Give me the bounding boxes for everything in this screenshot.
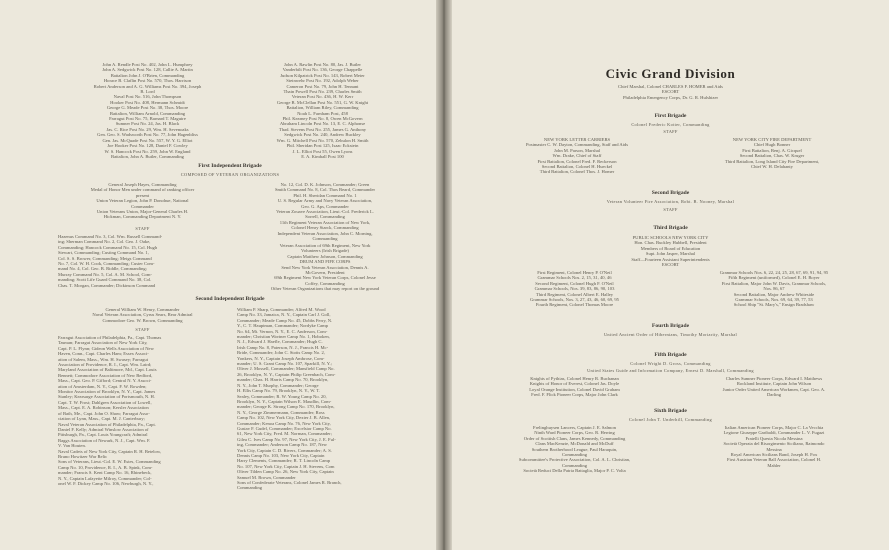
sixth-brigade-right-column <box>674 425 874 468</box>
text-line: Commander; Kenoa Camp No. 76, New York City, <box>237 420 331 426</box>
text-line: Camp No. 33, Jamaica, N. Y., Captain Carl J. Goll, <box>237 312 331 318</box>
chief-marshal-block <box>452 84 889 100</box>
text-line: Thad. Stevens Post No. 255, James G. Anthony <box>278 126 367 132</box>
text-line: Third Battalion, Long Island City Fire Department, <box>724 158 820 164</box>
text-line: Nos. 86, 67 <box>763 286 785 292</box>
text-line: Y., C. T. Hauptman, Commander; Nordyke Camp <box>237 323 328 329</box>
text-line: Frelinghuysen Lancers, Captain J. E. Salmon <box>533 425 616 430</box>
text-line: onel W. F. Dickey Camp No. 106, Newburgh, N. Y., <box>58 480 154 486</box>
second-independent-brigade-heading: Second Independent Brigade <box>195 296 265 302</box>
text-line: Commander <box>131 203 154 209</box>
text-line: Chief Marshal, Colonel CHARLES F. HOMER and Aids <box>618 84 723 89</box>
text-line: Bruno Howitzer War Relic <box>58 453 108 459</box>
text-line: Commodore Geo. W. Brown, Commanding <box>102 317 183 323</box>
text-line: Staff—Fourteen Assistant Superintendents <box>631 256 710 262</box>
text-line: School Ship "St. Mary's," Ensign Bradshaw <box>733 302 815 308</box>
text-line: Bride, Commander; John C. Stotts Camp No. 2, <box>237 350 325 356</box>
text-line: ESCORT <box>661 89 680 95</box>
text-line: Abraham Lincoln Post No. 13, E. C. Alphonse <box>279 121 366 127</box>
text-line: Supt. John Jasper, Marshal <box>645 251 696 257</box>
text-line: Other Veteran Organizations that may report on the ground <box>270 286 380 292</box>
text-line: John M. Parson, Marshal <box>553 147 601 153</box>
text-line: Loyal Orange Institution, Colonel David Graham <box>529 386 620 392</box>
posts-list-right <box>235 62 410 159</box>
text-line: ation of Amsterdam, N. Y., Capt. F. W. Rowden; <box>58 383 147 389</box>
text-line: Smith Command No. 8, Col. Thos Beard, Commander <box>274 187 376 193</box>
text-line: Bennett; Commodore Association of New Bedford, <box>58 372 153 378</box>
text-line: Commanding <box>312 236 338 242</box>
text-line: Chas. T. Morgan, Commander; Dickinson Command <box>58 282 156 288</box>
text-line: Commanding; Hancock Command No. 15, Col. Hugh <box>58 244 158 250</box>
text-line: N. Y., Captain Lafayette Milroy, Commander; Col- <box>58 475 152 481</box>
text-line: B. Lord <box>140 89 155 95</box>
text-line: Oliver Tilden Camp No. 26, New York City, Captain <box>237 469 334 475</box>
text-line: U. S. Regular Army and Navy Veteran Association, <box>277 198 373 204</box>
text-line: Second Battalion, Major Andrew Whiteside <box>733 291 815 297</box>
text-line: Daniel F. Kelly; Admiral Winslow Association of <box>58 426 149 432</box>
text-line: Mahler <box>767 462 781 468</box>
text-line: Col. S. S. Brower, Commanding; Meigs Command <box>58 255 152 261</box>
text-line: ing; Sherman Command No. 2, Col. Geo. J. Oake, <box>58 239 151 245</box>
text-line: Phil. H. Sheridan Command No. 1 <box>293 192 357 198</box>
text-line: Veteran Zouave Association, Lieut.-Col. Frederick L. <box>276 209 374 215</box>
text-line: Farragut Post No. 75, Barnard T. Maguire <box>109 116 186 122</box>
third-brigade-heading: Third Brigade <box>653 225 688 231</box>
text-line: Charles Sumner Pioneer Corps, Edward I. Matthews <box>725 376 823 381</box>
text-line: mander; George K. Strong Camp No. 170, Brooklyn, <box>237 404 335 410</box>
text-line: Oliver J. Mossell, Commander; Mansfield Camp No. <box>237 366 335 372</box>
first-independent-brigade-heading: First Independent Brigade <box>198 163 262 169</box>
first-brigade-staff-left <box>58 234 233 288</box>
book-gutter <box>436 0 452 550</box>
first-brigade-staff-label: STAFF <box>663 129 678 134</box>
sixth-brigade-commander: Colonel John T. Underhill, Commanding <box>629 417 712 422</box>
text-line: Battalion, William Riley, Commanding <box>286 105 359 111</box>
text-line: General William W. Henry, Commander <box>105 307 180 312</box>
text-line: Battalion John J. O'Brien, Commanding <box>110 72 185 78</box>
text-line: Darling <box>766 392 782 398</box>
first-brigade-commander: Colonel Frederic Kotter, Commanding <box>631 122 710 127</box>
text-line: Veteran Association of 69th Regiment, New York <box>279 243 371 248</box>
text-line: Fratelli Questa Nicola Messina <box>745 435 803 441</box>
left-page <box>0 0 436 550</box>
text-line: Pittsburgh, Pa., Capt. Louis Youngcraft; Admiral <box>58 432 148 438</box>
text-line: Tasman; Farragut Association of New York City, <box>58 340 148 346</box>
text-line: Colonel Henry Starck, Commanding <box>291 225 359 231</box>
sixth-brigade-heading: Sixth Brigade <box>654 408 687 414</box>
text-line: Order of Scottish Clans, James Kennedy, Commanding <box>523 435 626 441</box>
text-line: Robert Anderson and A. G. Williams Post No. 394, Joseph <box>93 83 202 89</box>
text-line: Naval Cadets of New York City, Captain R. H. Betelow, <box>58 448 162 454</box>
text-line: Philadelphia Emergency Corps, Dr. G. R. Hulshizer <box>622 94 719 100</box>
text-line: V. Van Houten. <box>58 443 86 449</box>
text-line: Gen. Geo. S. Wadsworth Post No. 77, John Hagenbliss <box>97 132 198 138</box>
text-line: Haven, Conn., Capt. Charles Ham; Essex Associ- <box>58 351 149 357</box>
fifth-brigade-guide-company: United States Guide and Information Company, Ernest D. Marshall, Commanding <box>587 368 754 373</box>
first-brigade-right-column <box>235 182 415 241</box>
second-brigade-staff-label: STAFF <box>135 327 150 332</box>
text-line: Gustav F. Gudel, Commander; Excelsior Camp No. <box>237 425 332 431</box>
text-line: Yonkers, N. Y., Captain Joseph Ambrose, Com- <box>237 355 325 361</box>
text-line: Commanding <box>561 462 587 468</box>
text-line: Legione Giuseppe Garibaldi, Commander L. V. Fugazi <box>723 430 825 436</box>
first-brigade-staff-label: STAFF <box>135 226 150 231</box>
text-line: Stanley; Kearsarge Association of Portsmouth, N. H. <box>58 394 156 400</box>
text-line: Brooklyn, N. Y., Captain Wilson E. Maudlin, Com- <box>237 398 332 404</box>
text-line: Chief W. H. Delahanty <box>751 164 793 170</box>
text-line: Commander; Meade Camp No. 45, Dobbs Ferry, N. <box>237 317 333 323</box>
text-line: Union Veterans Union, Major-General Charles H. <box>96 209 189 215</box>
text-line: Junior Order United American Workmen, Capt. Geo. A. <box>722 386 826 392</box>
text-line: Captain Matthew Johnson, Commanding <box>287 253 363 259</box>
text-line: Members of Board of Education <box>640 245 701 251</box>
second-brigade-staff-left <box>58 335 233 486</box>
text-line: Cameron Post No. 79, John H. Tennant <box>286 83 359 89</box>
text-line: N. Y., John T. Murphy, Commander; George <box>237 382 319 388</box>
text-line: NEW YORK CITY FIRE DEPARTMENT <box>732 137 812 142</box>
text-line: Grammar Schools Nos. 6, 22, 24, 25, 28, 67, 69, 91, 94, 95 <box>719 270 829 275</box>
letter-carriers-column <box>482 137 672 175</box>
text-line: Monitor Association of Brooklyn, N. Y., Capt. James <box>58 389 156 395</box>
text-line: Noah L. Farnham Post, 458 <box>297 110 348 116</box>
text-line: mander; Chas. H. Harris Camp No. 70, Brooklyn, <box>237 377 329 383</box>
text-line: Sedgwick Post No. 240, Andrew Buckley <box>284 132 361 138</box>
text-line: Joe Hooker Post No. 128, Daniel F. Cowley <box>107 143 188 149</box>
text-line: York City, Captain C. D. Rivers, Commander; A. S. <box>237 447 332 453</box>
text-line: John A. Sedgwick Post No. 128, Callie A. Martin <box>102 67 193 73</box>
text-line: Clans MacKenzie, McDonald and McDuff <box>535 441 614 447</box>
second-brigade-staff-label: STAFF <box>663 207 678 212</box>
right-page <box>452 0 889 550</box>
text-line: Hooker Post No. 408, Hermann Schmidt <box>110 99 185 105</box>
text-line: Veteran Post No. 436, H. W. Kerr <box>291 94 354 100</box>
text-line: Union Veteran Legion, John P. Donohue, National <box>96 198 189 204</box>
fifth-brigade-commander: Colonel Wright D. Gross, Commanding <box>630 361 711 366</box>
public-schools-block <box>452 235 889 267</box>
text-line: of Bath, Me., Capt. John O. Shaw; Farragut Asso- <box>58 410 150 416</box>
text-line: Sumner Post No. 24, Jas. H. Black <box>115 121 180 127</box>
text-line: Association of Providence, R. I., Capt. Wm. Laird; <box>58 362 152 368</box>
text-line: Chief Hugh Bonner <box>753 142 791 148</box>
second-brigade-left-column <box>55 307 230 323</box>
text-line: First Battalion, Benj. A. Gicquel <box>742 147 802 153</box>
third-brigade-left-column <box>477 270 672 308</box>
text-line: Vanderbilt Post No. 136, George Chappelle <box>282 67 363 73</box>
text-line: Gen. Jas. McQuade Post No. 557, W. Y. G. Elliot <box>102 137 193 143</box>
text-line: Commanding <box>561 452 587 458</box>
first-brigade-heading: First Brigade <box>654 113 687 119</box>
text-line: Dennis Camp No. 103, New York City, Captain <box>237 452 325 458</box>
text-line: ing, Commander; Anderson Camp No. 187, New <box>237 442 327 448</box>
text-line: Third Battalion, Colonel Thos. J. Homer <box>539 169 615 175</box>
text-line: William P. Sharp, Commander; Alfred M. Wood <box>237 307 326 312</box>
text-line: Grammar Schools Nos. 2, 15, 31, 40, 46 <box>537 275 612 281</box>
text-line: Maryland Association of Baltimore, Md., Capt. Louis <box>58 367 157 373</box>
text-line: mander; U. S. Grant Camp No. 107, Sparkill, N. Y.; <box>237 361 332 367</box>
text-line: First Regiment, Colonel Henry P. O'Neil <box>537 270 612 275</box>
text-line: J. L. Elliot Post 55, Owen Lyons <box>292 148 353 154</box>
text-line: First Battalion, Major John W. Davis, Grammar Schools, <box>721 280 827 286</box>
fifth-brigade-left-column <box>477 376 672 398</box>
text-line: DRUM AND FIFE CORPS <box>299 259 351 265</box>
text-line: mander; Christian Wortner Camp No. 1, Hoboken, <box>237 334 330 340</box>
text-line: Naval Post No. 516, John Thompson <box>113 94 182 100</box>
text-line: Baggs Association of Newark, N. J., Capt. Wm. F. <box>58 437 151 443</box>
text-line: Capt. P. L. Flynn; Gideon Wells Association of New <box>58 345 154 351</box>
text-line: Second Battalion, Chas. W. Kruger <box>739 153 805 159</box>
text-line: Grammar Schools, Nos. 39, 83, 86, 90, 103 <box>534 286 615 292</box>
text-line: Wm. Drake, Chief of Staff <box>552 153 602 159</box>
text-line: Hazenus Command No. 3, Col. Wm. Russell Command- <box>58 234 163 239</box>
first-independent-brigade-subheading: COMPOSED OF VETERAN ORGANIZATIONS <box>180 172 280 177</box>
text-line: First Battalion, Colonel Fred. F. Reckerson <box>537 158 617 164</box>
text-line: Horace B. Claflin Post No. 570, Thos. Harrison <box>103 78 192 84</box>
text-line: Knights of Pythias, Colonel Henry R. Buchanan <box>530 376 619 381</box>
text-line: Wm. G. Mitchell Post No. 570, Zebulon H. Smith <box>276 137 369 143</box>
text-line: Società Operaia del Risorgimento Siciliano, Raimondo <box>723 441 825 447</box>
text-line: ciation of Lynn, Mass., Capt. M. J. Canterbury; <box>58 416 145 422</box>
text-line: Samuel M. Brown, Commander <box>237 474 296 480</box>
text-line: N. J., Edward J. Haefle, Commander; Hugh C. <box>237 339 323 345</box>
text-line: Gilea C. Ives Camp No. 97, New York City, J. E. Ful- <box>237 436 336 442</box>
text-line: No. 107, New York City, Captain J. H. Stevens, Com <box>237 463 335 469</box>
text-line: Knights of Honor of Everest, Colonel Jas. Doyle <box>529 381 620 387</box>
text-line: Farragut Association of Philadelphia, Pa., Capt. Thomas <box>58 335 162 340</box>
posts-list-left <box>60 62 235 159</box>
text-line: Italian American Pioneer Corps, Major C. La Vecchia <box>724 425 824 430</box>
fifth-brigade-right-column <box>674 376 874 398</box>
text-line: Phil. Kearney Post No. 8, Owen McGovern <box>282 116 363 122</box>
text-line: John A. Rendle Post No. 402, John L. Humphrey <box>102 62 193 67</box>
text-line: Capt. T. W. Frost; Dahlgren Association of Lowell, <box>58 399 152 405</box>
text-line: Murray Command No. 5, Col. A. M. School, Com- <box>58 271 152 277</box>
text-line: Commanding <box>237 485 263 491</box>
text-line: Independent Veteran Association, John C. Morning, <box>277 230 373 236</box>
text-line: 11th Regiment Veteran Association of New York, <box>279 219 371 225</box>
text-line: N. Y., George Zimmermann, Commander; Ross <box>237 409 325 415</box>
text-line: Stewart, Commanding; Custing Command No. 1, <box>58 250 149 256</box>
text-line: Camp No. 102, New York City, Dexter J. B. Allen, <box>237 415 331 421</box>
text-line: Volunteers (Irish Brigade) <box>301 248 349 254</box>
text-line: Rockland Institute, Captain John Wilson <box>736 381 812 387</box>
second-brigade-heading: Second Brigade <box>651 190 690 196</box>
page-title: Civic Grand Division <box>605 66 736 81</box>
text-line: H. Ellis Camp No. 79, Brooklyn, N. Y., W. T. <box>237 388 321 394</box>
text-line: Hickman, Commanding Department N. Y. <box>103 214 182 220</box>
text-line: Medal of Honor Men under command of ranking officer <box>90 187 195 193</box>
text-line: Sealey, Commander; R. W. Young Camp No. 20, <box>237 393 327 399</box>
text-line: NEW YORK LETTER CARRIERS <box>543 137 611 142</box>
fourth-brigade-heading: Fourth Brigade <box>651 323 690 329</box>
text-line: Naval Veteran Association, Cyrus Sears, Rear Admiral <box>92 312 193 318</box>
text-line: W. S. Hancock Post No. 259, John W. England <box>104 148 191 154</box>
text-line: Grammar Schools, Nos. 69, 64, 39, 77, 53 <box>735 297 813 303</box>
text-line: Società Reduci Della Patria Battaglia, Major P. C. Volta <box>523 468 626 474</box>
text-line: McGovern, President <box>305 270 345 276</box>
text-line: Sons of Veterans, Lieut.-Col. E. W. Estes, Commanding <box>58 459 161 465</box>
text-line: Camp No. 10, Providence, R. I., A. B. Spink, Com- <box>58 464 153 470</box>
second-brigade-marshal: Veteran Volunteer Fire Association, Robt. B. Nooney, Marshal <box>606 199 735 204</box>
text-line: Subcommittee's Protective Association, Col. A. L. Christian, <box>518 457 631 463</box>
text-line: First Austrian Veteran Ball Association, Colonel H. <box>726 457 822 463</box>
text-line: George G. Meade Post No. 38, Thos. Moore <box>106 105 189 111</box>
text-line: 69th Regiment New York Veteran Corps, Colonel Jesse <box>274 275 376 281</box>
first-brigade-staff-right <box>235 243 415 292</box>
text-line: Mass., Capt. Geo. P. Gifford; Central N. Y. Associ- <box>58 378 152 384</box>
text-line: No. 12, Col. D. K. Johnson, Commander; Green <box>280 182 370 187</box>
text-line: Fred. F. Flick Pioneer Corps, Major John Clark <box>531 392 618 398</box>
text-line: Second Regiment, Colonel Hugh F. O'Neil <box>535 280 614 286</box>
text-line: Battalion, John A. Butler, Commanding <box>111 153 184 159</box>
text-line: Hon. Chas. Buckley Hubbell, President <box>634 240 707 246</box>
text-line: Postmaster C. W. Dayton, Commanding, Staff and Aids <box>525 142 629 148</box>
text-line: No. 7, Col. W. H. Cook, Commanding; Custer Com- <box>58 261 155 267</box>
text-line: Second Battalion, Colonel H. Hueckel <box>541 164 613 170</box>
text-line: Naval Veteran Association of Philadelphia, Pa., Capt. <box>58 421 156 427</box>
text-line: Fourth Regiment, Colonel Thomas Moore <box>535 302 614 308</box>
text-line: ESCORT <box>661 262 680 268</box>
text-line: Send New York Veteran Association, Dennis A. <box>281 264 369 270</box>
text-line: Ninth Ward Pioneer Corps, Geo. R. Herring <box>534 430 615 436</box>
text-line: Messina <box>766 446 782 452</box>
text-line: PUBLIC SCHOOLS NEW YORK CITY <box>632 235 709 240</box>
fifth-brigade-heading: Fifth Brigade <box>654 352 687 358</box>
text-line: Phil. Sheridan Post 125, Isaac Eckstein <box>286 143 359 149</box>
text-line: John A. Rawlin Post No. 80, Jas. J. Butler <box>284 62 361 67</box>
text-line: Thain Powell Post No. 239, Charles Smith <box>283 89 362 95</box>
text-line: mand No. 4, Col. Geo. B. Riddle, Commanding; <box>58 266 147 272</box>
text-line: Royal American Sicilians Band, Joseph H. Fox <box>730 452 818 458</box>
text-line: 26, Brooklyn, N. Y., Captain Philip Greenbach, Com- <box>237 371 336 377</box>
text-line: Jas. C. Rice Post No. 29, Wm. H. Sevenoaks <box>106 126 189 132</box>
first-brigade-left-column <box>55 182 230 220</box>
text-line: Mass., Capt. E. A. Robinson; Kersler Association <box>58 405 149 411</box>
text-line: Sons of Confederate Veterans, Colonel James R. Branch, <box>237 480 342 485</box>
text-line: Third Regiment, Colonel Albert E. Halley <box>535 291 614 297</box>
text-line: Southern Brotherhood League, Paul Haraquin, <box>531 446 618 452</box>
text-line: Sorrell, Commanding <box>305 214 345 220</box>
text-line: E. A. Kimball Post 100 <box>301 153 344 159</box>
text-line: ation of Salem, Mass., Wm. H. Swasey; Farragut <box>58 356 148 362</box>
text-line: Steinwehr Post No. 192, Adolph Weber <box>286 78 359 84</box>
text-line: General Joseph Hayes, Commanding <box>108 182 177 187</box>
fourth-brigade-marshal: United Ancient Order of Hibernians, Timothy Moriarity, Marshal <box>603 332 738 337</box>
text-line: Geo. G. Aps, Commander <box>301 203 349 209</box>
text-line: Harry Clements, Commander; R. T. Lincoln Camp <box>237 458 331 464</box>
second-brigade-staff-right <box>237 307 417 491</box>
fire-department-column <box>677 137 867 169</box>
sixth-brigade-left-column <box>477 425 672 474</box>
text-line: Judson Kilpatrick Post No. 143, Robert Meier <box>280 72 365 78</box>
text-line: manding; Scott Life Guard Command No. 38, Col. <box>58 277 152 283</box>
text-line: mander; Francis S. Kent Camp No. 16, Rhinebeck, <box>58 470 152 476</box>
text-line: Coffey, Commanding <box>305 280 345 286</box>
text-line: Irish Camp No. 8, Paterson, N. J., Francis H. Mc- <box>237 344 329 350</box>
text-line: George B. McClellan Post No. 551, G. W. Knight <box>276 99 369 105</box>
text-line: present <box>135 192 150 198</box>
text-line: 61, New York City, Fred. M. Norman, Commander; <box>237 431 333 437</box>
text-line: Fifth Regiment (uniformed), Colonel E. H. Boyer <box>728 275 820 281</box>
text-line: No. 64, Mt. Vernon, N. Y., E. C. Anderson, Com- <box>237 328 328 334</box>
text-line: Grammar Schools, Nos. 3, 27, 43, 46, 60, 69, 95 <box>530 297 619 303</box>
text-line: Battalion, William Arnold, Commanding <box>109 110 186 116</box>
third-brigade-right-column <box>674 270 874 308</box>
